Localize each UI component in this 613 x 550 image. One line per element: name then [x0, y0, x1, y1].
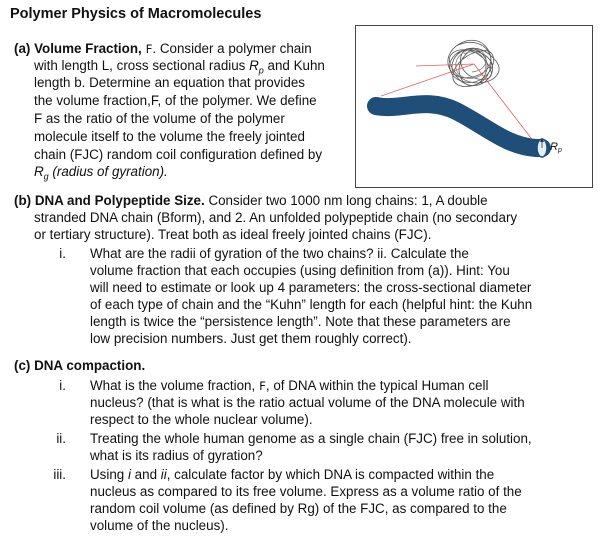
- part-c-ii-line-1: Treating the whole human genome as a single chain (FJC) free in solution,: [90, 431, 532, 446]
- part-c-heading: (c) DNA compaction.: [14, 358, 146, 373]
- part-c-i-number: i.: [59, 378, 66, 393]
- part-b-line-2: stranded DNA chain (Bform), and 2. An unfolded polypeptide chain (no secondary: [34, 210, 518, 225]
- part-b-item-1: What are the radii of gyration of the two chains? ii. Calculate the: [90, 246, 469, 261]
- part-c-iii-ii: ii: [160, 467, 167, 482]
- part-a-text-2b: and Kuhn: [263, 58, 325, 73]
- part-c-iii-pre: Using: [90, 467, 128, 482]
- part-c-i-post: , of DNA within the typical Human cell: [265, 378, 489, 393]
- part-c-iii-number: iii.: [53, 467, 66, 482]
- part-c-i-line-3: respect to the whole nuclear volume).: [90, 412, 313, 427]
- rp-symbol: R: [249, 58, 259, 73]
- part-a-label: (a) Volume Fraction,: [14, 41, 142, 56]
- part-c-i-line-1: [90, 377, 488, 395]
- part-a-line-4: the volume fraction,F, of the polymer. We define: [34, 93, 317, 108]
- part-c-iii-line-4: volume of the nucleus).: [90, 518, 229, 533]
- radius-line-1: [416, 64, 474, 66]
- part-a-symbol: F: [145, 42, 153, 56]
- part-a-line-7: chain (FJC) random coil configuration defined by: [34, 147, 323, 162]
- part-b-item-4: of each type of chain and the “Kuhn” length for each (helpful hint: the Kuhn: [90, 297, 533, 312]
- part-c-i-line-2: nucleus? (that is what is the ratio actual volume of the DNA molecule with: [90, 395, 525, 410]
- part-b-item-2: volume fraction that each occupies (using definition from (a)). Hint: You: [90, 263, 510, 278]
- rg-subscript: g: [43, 171, 49, 182]
- rp-label: Rp: [550, 141, 562, 154]
- part-a-text-2: with length L, cross sectional radius: [34, 58, 250, 73]
- part-c-iii-and: and: [130, 467, 161, 482]
- part-b-line-3: or tertiary structure). Treat both as ideal freely jointed chains (FJC).: [34, 227, 432, 242]
- part-a-line-5: F as the ratio of the volume of the polymer: [34, 111, 285, 126]
- part-a-text-1: . Consider a polymer chain: [152, 41, 312, 56]
- part-c-iii-line-2: nucleus as compared to its free volume. Express as a volume ratio of the: [90, 484, 522, 499]
- part-a-line-8: [34, 163, 168, 186]
- part-c-iii-post: , calculate factor by which DNA is compacted within the: [166, 467, 495, 482]
- rg-text: (radius of gyration).: [48, 164, 168, 179]
- polymer-figure: [355, 25, 593, 188]
- part-c-iii-line-1: [90, 466, 494, 483]
- part-c-ii-line-2: what is its radius of gyration?: [90, 448, 263, 463]
- part-b-label: (b) DNA and Polypeptide Size.: [14, 193, 205, 208]
- part-c-i-symbol: F: [258, 379, 266, 393]
- part-b-heading: [14, 192, 488, 209]
- polymer-diagram: [356, 26, 592, 187]
- part-b-text-1: Consider two 1000 nm long chains: 1, A double: [204, 193, 488, 208]
- part-c-iii-line-3: random coil volume (as defined by Rg) of the FJC, as compared to the: [90, 501, 507, 516]
- part-a-line-3: length b. Determine an equation that provides: [34, 75, 305, 90]
- part-b-item-5: length is twice the “persistence length”. Note that these parameters are: [90, 314, 511, 329]
- rg-symbol: R: [34, 164, 44, 179]
- part-c-i-pre: What is the volume fraction,: [90, 378, 259, 393]
- polymer-tube: [376, 104, 542, 148]
- part-c-iii-i: i: [127, 467, 131, 482]
- part-b-item-3: will need to estimate or look up 4 parameters: the cross-sectional diameter: [90, 280, 532, 295]
- part-c-ii-number: ii.: [56, 431, 66, 446]
- page-title: Polymer Physics of Macromolecules: [10, 6, 262, 22]
- part-a-heading: [14, 40, 312, 58]
- part-b-item-number: i.: [59, 246, 66, 261]
- part-a-line-6: molecule itself to the volume the freely jointed: [34, 129, 305, 144]
- part-b-item-6: low precision numbers. Just get them roughly correct).: [90, 331, 412, 346]
- rp-subscript: p: [258, 65, 264, 76]
